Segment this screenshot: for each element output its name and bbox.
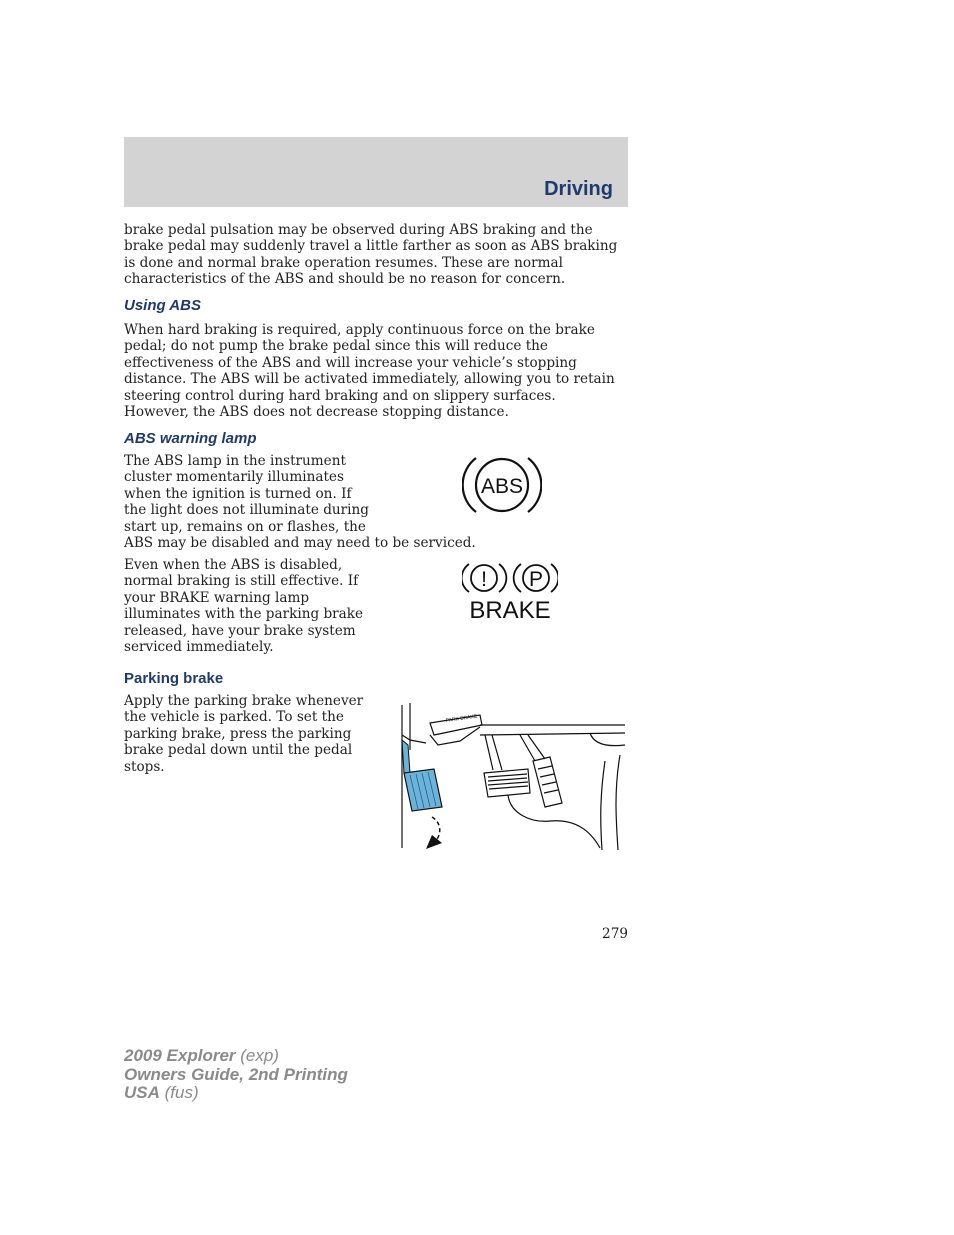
parking-brake-heading: Parking brake	[124, 670, 224, 687]
abs-warning-lamp-icon	[462, 452, 542, 518]
text-line: The ABS lamp in the instrument	[124, 453, 346, 469]
text-line: brake pedal down until the pedal	[124, 742, 353, 759]
text-line: serviced immediately.	[124, 639, 274, 656]
using-abs-heading: Using ABS	[124, 297, 201, 314]
text-line: parking brake, press the parking	[124, 725, 352, 742]
svg-text:PARK BRAKE: PARK BRAKE	[445, 713, 478, 724]
document-footer	[124, 1047, 348, 1103]
abs-warning-lamp-heading: ABS warning lamp	[124, 430, 257, 447]
text-line: the light does not illuminate during	[124, 502, 369, 519]
text-line: Apply the parking brake whenever	[124, 693, 364, 709]
footer-model-code: (exp)	[235, 1046, 279, 1065]
footer-model: 2009 Explorer	[124, 1046, 236, 1065]
text-line: start up, remains on or flashes, the	[124, 518, 366, 535]
text-line: stops.	[124, 758, 165, 775]
text-line: your BRAKE warning lamp	[124, 589, 310, 606]
text-line: normal braking is still effective. If	[124, 573, 359, 590]
page-number: 279	[602, 926, 628, 942]
section-title: Driving	[544, 178, 613, 200]
text-line: Even when the ABS is disabled,	[124, 557, 343, 573]
parking-brake-arm	[402, 740, 410, 773]
text-line: ABS may be disabled and may need to be serviced.	[124, 535, 476, 552]
parking-p-circle-icon	[514, 564, 558, 592]
text-line: cluster momentarily illuminates	[124, 469, 344, 486]
press-down-arrow-icon	[426, 817, 442, 849]
footer-guide-edition: Owners Guide, 2nd Printing	[124, 1064, 348, 1084]
using-abs-paragraph: When hard braking is required, apply continuous force on the brake pedal; do not pump the brake pedal since this will reduce the effectiveness of the ABS and will increase your vehicle’s stopping distance. The ABS will be activated immediately, allowing you to retain steering control during hard braking and on slippery surfaces. However, the ABS does not decrease stopping distance.	[124, 322, 615, 421]
p-text: P	[528, 568, 544, 591]
parking-brake-pedal-illustration	[390, 695, 630, 855]
brake-lamp-paragraph	[124, 557, 374, 655]
exclamation-circle-icon	[462, 564, 506, 592]
text-line: illuminates with the parking brake	[124, 606, 364, 623]
footer-market: USA	[124, 1083, 160, 1102]
brake-label: BRAKE	[469, 597, 551, 624]
parking-brake-pedal	[404, 769, 442, 811]
exclamation-text: !	[481, 568, 487, 591]
abs-icon-text: ABS	[480, 475, 524, 498]
text-line: the vehicle is parked. To set the	[124, 709, 344, 726]
section-header-band	[124, 137, 628, 207]
text-line: when the ignition is turned on. If	[124, 485, 352, 502]
text-line: released, have your brake system	[124, 622, 356, 639]
brake-warning-lamp-icon	[462, 558, 558, 624]
footer-market-code: (fus)	[159, 1083, 199, 1102]
intro-paragraph: brake pedal pulsation may be observed during ABS braking and the brake pedal may suddenly travel a little farther as soon as ABS braking is done and normal brake operation resumes. These are normal characteristics of the ABS and should be no reason for concern.	[124, 222, 618, 288]
parking-brake-paragraph	[124, 693, 374, 775]
